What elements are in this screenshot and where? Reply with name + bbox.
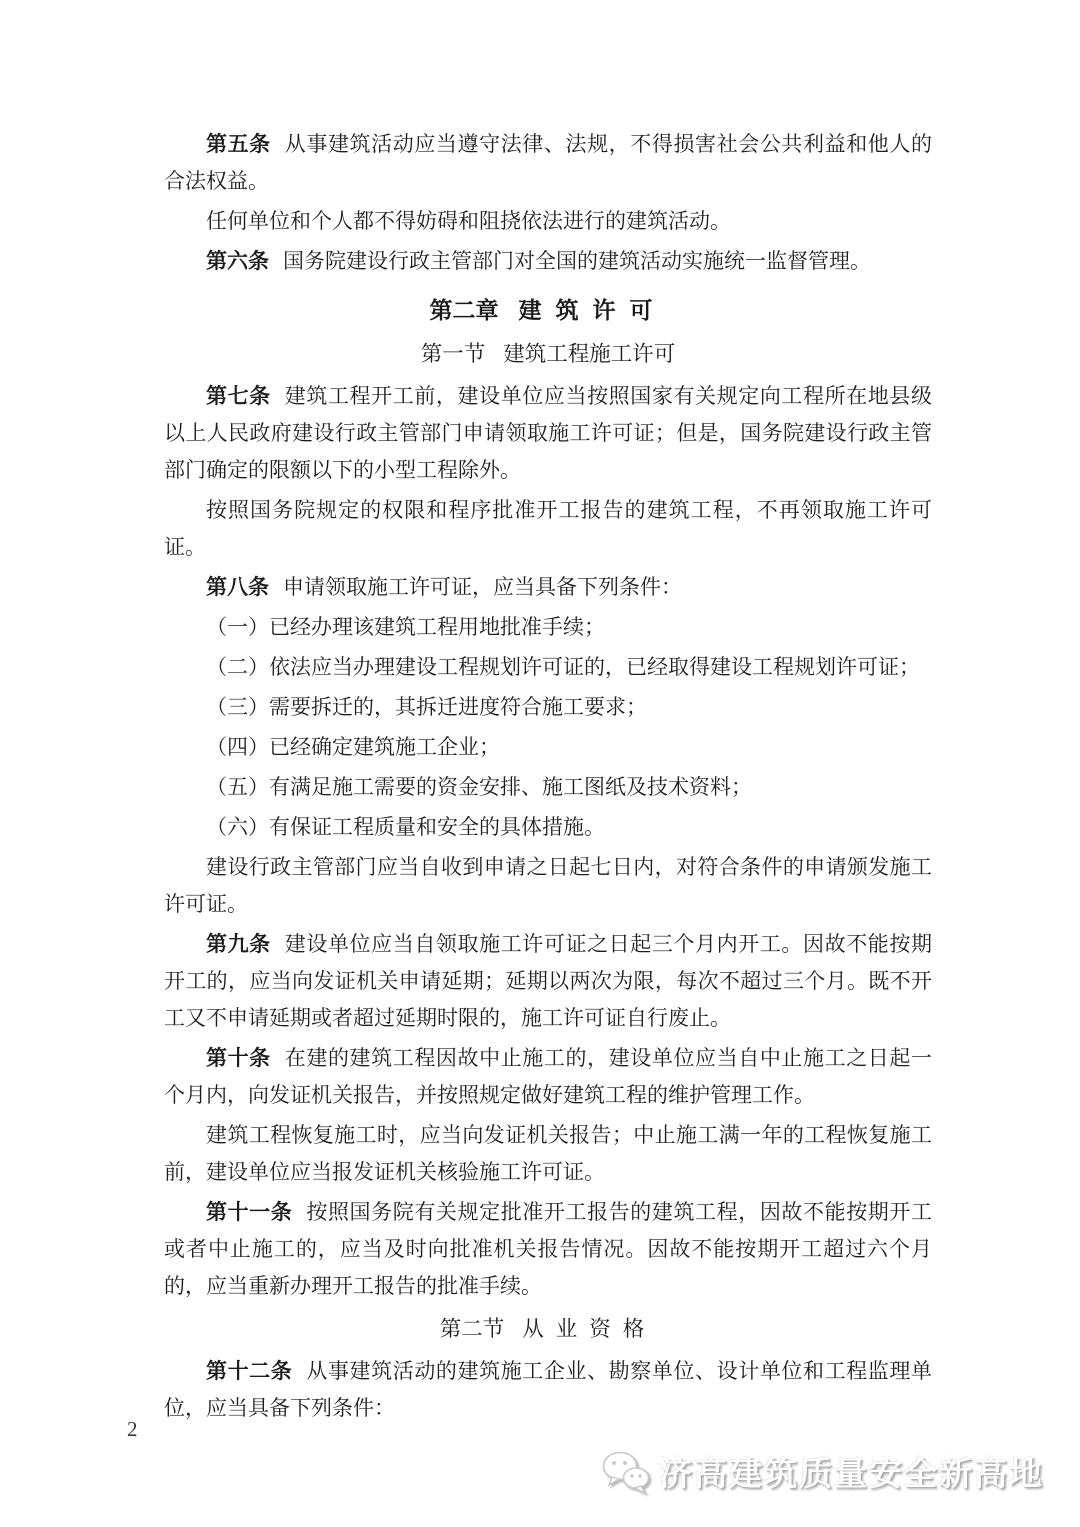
article-10-paragraph — [164, 1040, 932, 1114]
section-1-heading — [164, 335, 932, 373]
article-8-condition-item-6: （六）有保证工程质量和安全的具体措施。 — [206, 815, 605, 839]
article-9-paragraph — [164, 926, 932, 1037]
article-8-condition-item-1: （一）已经办理该建筑工程用地批准手续； — [206, 615, 605, 639]
watermark-text: 济高建筑质量安全新高地 — [659, 1455, 1044, 1492]
document-body — [164, 126, 932, 1430]
article-10-label: 第十条 — [206, 1047, 271, 1070]
watermark — [602, 1448, 1044, 1495]
page-number: 2 — [127, 1417, 138, 1441]
article-5-label: 第五条 — [206, 133, 271, 156]
article-12-label: 第十二条 — [206, 1360, 293, 1383]
section-1-title: 建筑工程施工许可 — [503, 342, 676, 366]
article-7-text: 建筑工程开工前，建设单位应当按照国家有关规定向工程所在地县级以上人民政府建设行政主管部门申请领取施工许可证；但是，国务院建设行政主管部门确定的限额以下的小型工程除外。 — [164, 384, 932, 482]
article-12-paragraph — [164, 1353, 932, 1427]
article-11-text: 按照国务院有关规定批准开工报告的建筑工程，因故不能按期开工或者中止施工的，应当及时向批准机关报告情况。因故不能按期开工超过六个月的，应当重新办理开工报告的批准手续。 — [164, 1200, 932, 1298]
article-5-paragraph-2: 任何单位和个人都不得妨碍和阻挠依法进行的建筑活动。 — [206, 209, 731, 233]
chapter-2-heading — [164, 291, 932, 329]
article-8-text: 申请领取施工许可证，应当具备下列条件： — [283, 575, 682, 599]
article-6-paragraph — [164, 243, 932, 280]
article-9-label: 第九条 — [206, 933, 271, 956]
article-10-text: 在建的建筑工程因故中止施工的，建设单位应当自中止施工之日起一个月内，向发证机关报告，并按照规定做好建筑工程的维护管理工作。 — [164, 1046, 932, 1107]
article-7-paragraph — [164, 378, 932, 489]
article-8-condition-item-5: （五）有满足施工需要的资金安排、施工图纸及技术资料； — [206, 775, 752, 799]
article-8-paragraph — [164, 569, 932, 606]
article-12-text: 从事建筑活动的建筑施工企业、勘察单位、设计单位和工程监理单位，应当具备下列条件： — [164, 1359, 932, 1420]
article-6-label: 第六条 — [206, 250, 269, 273]
article-8-condition-item-2: （二）依法应当办理建设工程规划许可证的，已经取得建设工程规划许可证； — [206, 655, 920, 679]
article-10-paragraph-2: 建筑工程恢复施工时，应当向发证机关报告；中止施工满一年的工程恢复施工前，建设单位应当报发证机关核验施工许可证。 — [164, 1123, 932, 1184]
article-5-text: 从事建筑活动应当遵守法律、法规，不得损害社会公共利益和他人的合法权益。 — [164, 132, 932, 193]
section-2-heading — [164, 1310, 932, 1348]
article-5-paragraph — [164, 126, 932, 200]
chapter-2-label: 第二章 — [429, 297, 499, 323]
article-11-paragraph — [164, 1194, 932, 1305]
article-8-condition-item-4: （四）已经确定建筑施工企业； — [206, 735, 500, 759]
article-6-text: 国务院建设行政主管部门对全国的建筑活动实施统一监督管理。 — [283, 249, 871, 273]
section-1-label: 第一节 — [420, 342, 486, 366]
article-8-paragraph-2: 建设行政主管部门应当自收到申请之日起七日内，对符合条件的申请颁发施工许可证。 — [164, 855, 932, 916]
section-2-label: 第二节 — [439, 1317, 505, 1341]
article-7-label: 第七条 — [206, 385, 271, 408]
article-8-label: 第八条 — [206, 576, 269, 599]
section-2-title: 从业资格 — [522, 1317, 657, 1341]
article-11-label: 第十一条 — [206, 1201, 293, 1224]
wechat-icon — [602, 1450, 650, 1494]
article-8-condition-item-3: （三）需要拆迁的，其拆迁进度符合施工要求； — [206, 695, 647, 719]
article-9-text: 建设单位应当自领取施工许可证之日起三个月内开工。因故不能按期开工的，应当向发证机关申请延期；延期以两次为限，每次不超过三个月。既不开工又不申请延期或者超过延期时限的，施工许可证自行废止。 — [164, 932, 932, 1030]
chapter-2-title: 建筑许可 — [518, 297, 667, 323]
article-7-paragraph-2: 按照国务院规定的权限和程序批准开工报告的建筑工程，不再领取施工许可证。 — [164, 498, 932, 559]
